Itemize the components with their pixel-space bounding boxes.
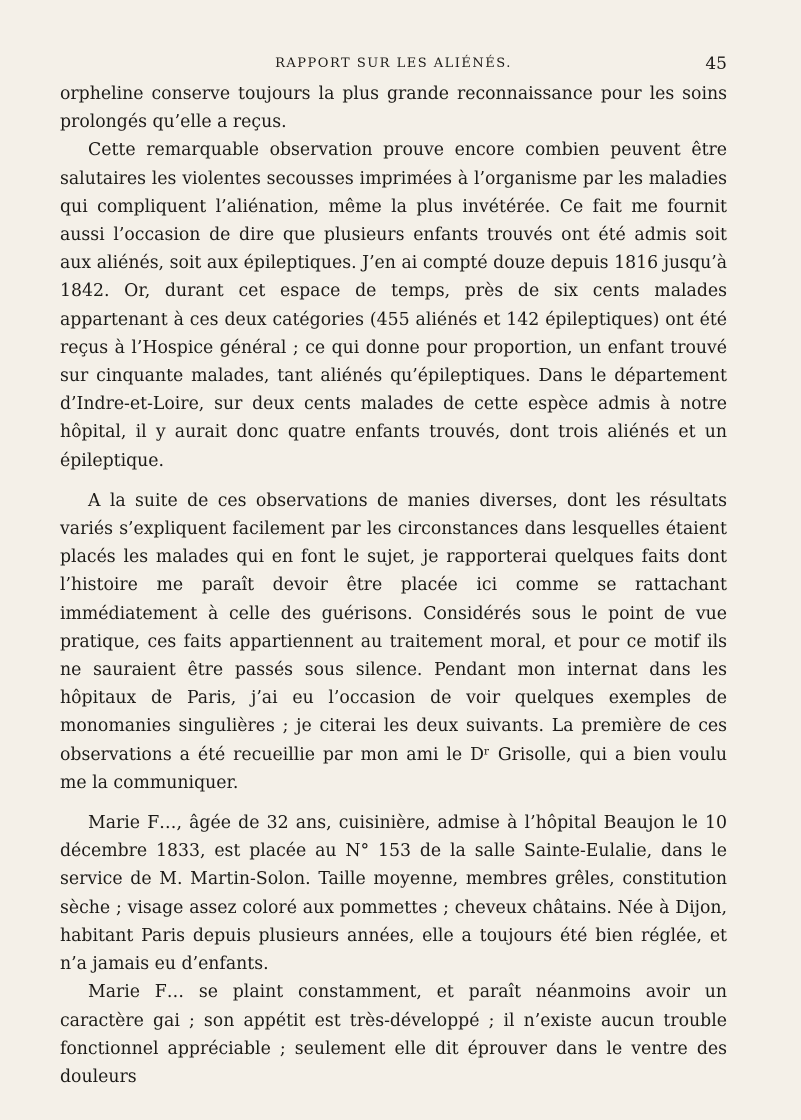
paragraph-monomanies-intro: A la suite de ces observations de manies diverses, dont les résultats variés s’expliquent facilement par les circonstances dans lesquelles étaient placés les malades qui en font le sujet, je rapporterai quelques faits dont l’histoire me paraît devoir être placée ici comme se rattachant immédiatement à celle des guérisons. Considérés sous le point de vue pratique, ces faits appartiennent au traitement moral, et pour ce motif ils ne sauraient être passés sous silence. Pendant mon internat dans les hôpitaux de Paris, j’ai eu l’occasion de voir quelques exemples de monomanies singulières ; je citerai les deux suivants. La première de ces observations a été recueillie par mon ami le Dʳ Grisolle, qui a bien voulu me la communiquer. <box>60 490 727 793</box>
paragraph-continuation: orpheline conserve toujours la plus grande reconnaissance pour les soins prolongés qu’elle a reçus. <box>60 84 727 133</box>
page-number: 45 <box>705 54 727 74</box>
paragraph-case-marie-f-symptoms: Marie F… se plaint constamment, et paraît néanmoins avoir un caractère gai ; son appétit est très-développé ; il n’existe aucun trouble fonctionnel appréciable ; seulement elle dit éprouver dans le ventre des douleurs <box>60 982 727 1087</box>
running-head <box>60 54 727 74</box>
paragraph-observation-remark: Cette remarquable observation prouve encore combien peuvent être salutaires les violentes secousses imprimées à l’organisme par les maladies qui compliquent l’aliénation, même la plus invétérée. Ce fait me fournit aussi l’occasion de dire que plusieurs enfants trouvés ont été admis soit aux aliénés, soit aux épileptiques. J’en ai compté douze depuis 1816 jusqu’à 1842. Or, durant cet espace de temps, près de six cents malades appartenant à ces deux catégories (455 aliénés et 142 épileptiques) ont été reçus à l’Hospice général ; ce qui donne pour proportion, un enfant trouvé sur cinquante malades, tant aliénés qu’épileptiques. Dans le département d’Indre-et-Loire, sur deux cents malades de cette espèce admis à notre hôpital, il y aurait donc quatre enfants trouvés, dont trois aliénés et un épileptique. <box>60 140 727 471</box>
section-separator <box>60 797 727 809</box>
running-title: RAPPORT SUR LES ALIÉNÉS. <box>275 56 512 71</box>
section-separator <box>60 475 727 487</box>
paragraph-case-marie-f: Marie F…, âgée de 32 ans, cuisinière, admise à l’hôpital Beaujon le 10 décembre 1833, est placée au N° 153 de la salle Sainte-Eulalie, dans le service de M. Martin-Solon. Taille moyenne, membres grêles, constitution sèche ; visage assez coloré aux pommettes ; cheveux châtains. Née à Dijon, habitant Paris depuis plusieurs années, elle a toujours été bien réglée, et n’a jamais eu d’enfants. <box>60 813 727 975</box>
